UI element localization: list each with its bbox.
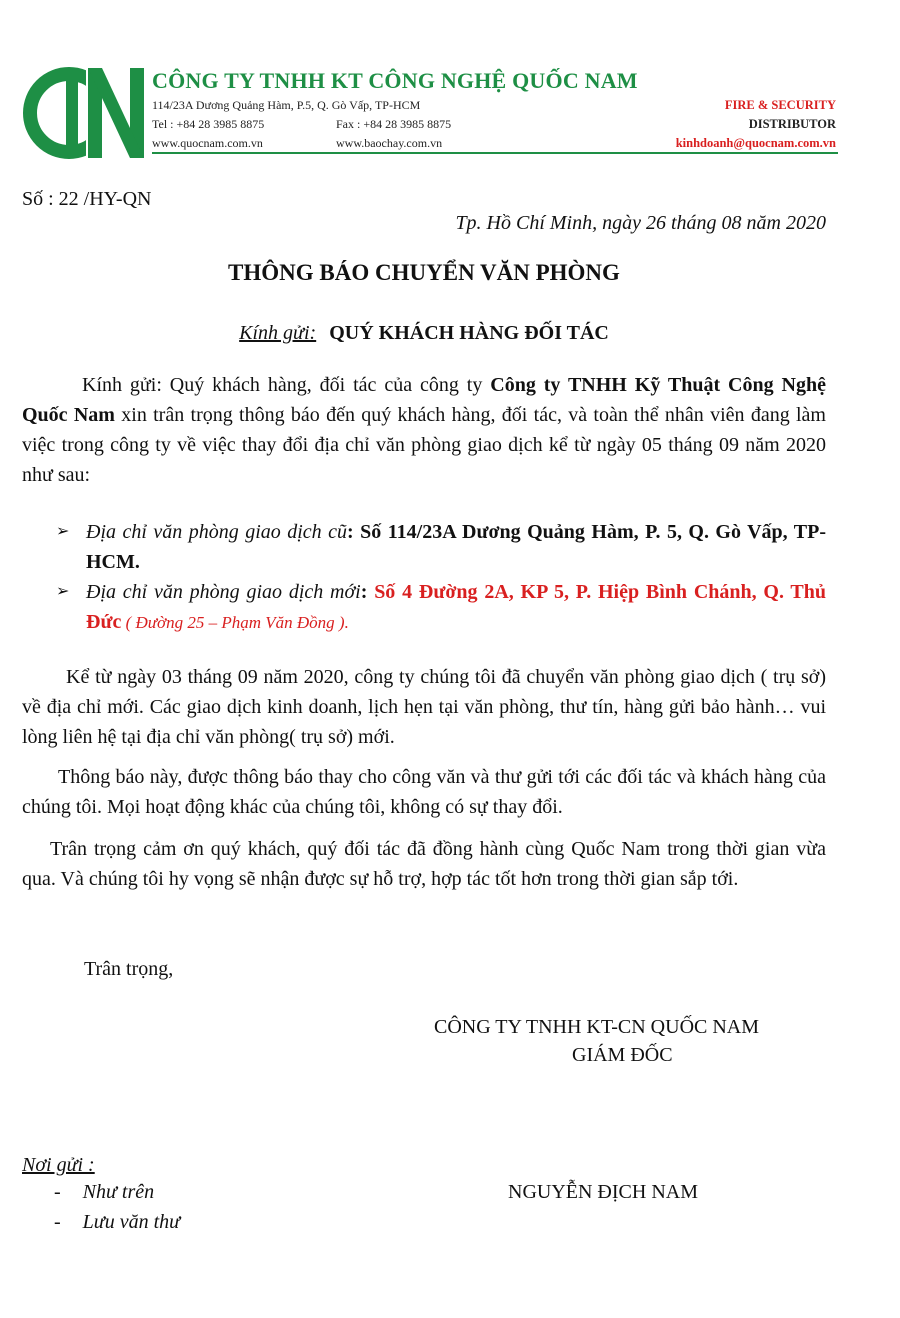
address-list (56, 517, 826, 638)
new-address-note: ( Đường 25 – Phạm Văn Đồng ). (121, 613, 349, 632)
recipient-item (54, 1177, 180, 1207)
new-address: Số 4 Đường 2A, KP 5, P. Hiệp Bình Chánh, Q. Thủ Đức (86, 581, 826, 633)
recipient-item-label: Lưu văn thư (82, 1211, 181, 1233)
signer-name: NGUYỄN ĐỊCH NAM (508, 1181, 698, 1203)
tagline-fire-security: FIRE & SECURITY (724, 98, 836, 112)
header-divider (152, 152, 838, 154)
recipient-item-label: Như trên (82, 1181, 155, 1203)
colon: : (347, 521, 361, 543)
company-email[interactable]: kinhdoanh@quocnam.com.vn (675, 136, 836, 150)
signature-title: GIÁM ĐỐC (572, 1044, 673, 1066)
new-address-label: Địa chỉ văn phòng giao dịch mới (86, 581, 361, 603)
body-paragraph-3: Trân trọng cảm ơn quý khách, quý đối tác đã đồng hành cùng Quốc Nam trong thời gian vừa qua. Và chúng tôi hy vọng sẽ nhận được sự hỗ trợ, hợp tác tốt hơn trong thời gian sắp tới. (22, 838, 826, 890)
document-number: Số : 22 /HY-QN (22, 188, 152, 210)
recipients-list (54, 1177, 180, 1237)
website-link[interactable]: www.quocnam.com.vn (152, 136, 263, 150)
company-fax: Fax : +84 28 3985 8875 (336, 117, 452, 131)
document-title: THÔNG BÁO CHUYỂN VĂN PHÒNG (228, 260, 620, 285)
company-name: CÔNG TY TNHH KT CÔNG NGHỆ QUỐC NAM (152, 68, 638, 93)
recipient-label: Kính gửi: (239, 322, 317, 344)
company-logo (22, 66, 148, 160)
intro-suffix: xin trân trọng thông báo đến quý khách hàng, đối tác, và toàn thể nhân viên đang làm việc trong công ty về việc thay đổi địa chỉ văn phòng giao dịch kể từ ngày 05 tháng 09 năm 2020 như sau: (22, 404, 826, 486)
new-address-item (56, 577, 826, 638)
document-date: Tp. Hồ Chí Minh, ngày 26 tháng 08 năm 2020 (455, 212, 826, 234)
recipient-line (0, 318, 848, 348)
website-link-2[interactable]: www.baochay.com.vn (336, 136, 443, 150)
company-tel: Tel : +84 28 3985 8875 (152, 117, 265, 131)
intro-prefix: Kính gửi: Quý khách hàng, đối tác của công ty (82, 374, 491, 396)
intro-company: Công ty TNHH Kỹ Thuật Công Nghệ Quốc Nam (22, 374, 826, 426)
colon: : (360, 581, 375, 603)
arrow-bullet-icon: ➢ (56, 583, 70, 600)
closing: Trân trọng, (84, 958, 174, 980)
old-address: Số 114/23A Dương Quảng Hàm, P. 5, Q. Gò Vấp, TP-HCM. (86, 521, 826, 573)
recipient: QUÝ KHÁCH HÀNG ĐỐI TÁC (329, 322, 609, 344)
dash: - (54, 1211, 61, 1233)
old-address-label: Địa chỉ văn phòng giao dịch cũ (86, 521, 348, 543)
recipients-label: Nơi gửi : (22, 1154, 95, 1176)
intro-paragraph (22, 370, 826, 490)
body-paragraph-2: Thông báo này, được thông báo thay cho công văn và thư gửi tới các đối tác và khách hàng của chúng tôi. Mọi hoạt động khác của chúng tôi, không có sự thay đổi. (22, 766, 826, 818)
company-address: 114/23A Dương Quảng Hàm, P.5, Q. Gò Vấp, TP-HCM (152, 98, 421, 112)
tagline-distributor: DISTRIBUTOR (748, 117, 836, 131)
dash: - (54, 1181, 61, 1203)
body-paragraph-1: Kể từ ngày 03 tháng 09 năm 2020, công ty chúng tôi đã chuyển văn phòng giao dịch ( trụ sở) về địa chỉ mới. Các giao dịch kinh doanh, lịch hẹn tại văn phòng, thư tín, hàng gửi bảo hành… vui lòng liên hệ tại địa chỉ văn phòng( trụ sở) mới. (22, 666, 826, 748)
signature-company: CÔNG TY TNHH KT-CN QUỐC NAM (434, 1016, 760, 1038)
old-address-item (56, 517, 826, 577)
arrow-bullet-icon: ➢ (56, 523, 70, 540)
recipient-item (54, 1207, 180, 1237)
